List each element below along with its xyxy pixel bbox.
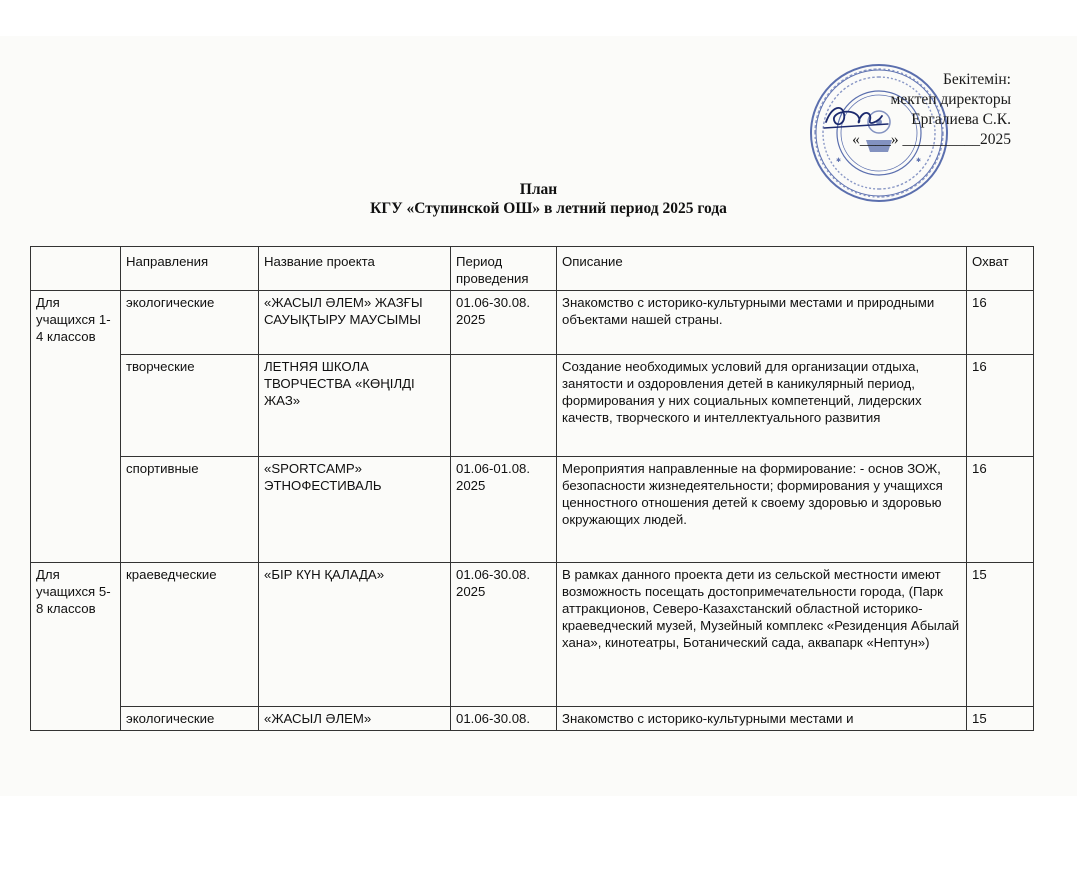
group-label: Для учащихся 1-4 классов bbox=[31, 291, 121, 563]
period-cell: 01.06-30.08. 2025 bbox=[451, 563, 557, 707]
header-coverage: Охват bbox=[967, 247, 1034, 291]
document-title bbox=[0, 180, 1077, 218]
approval-date: «____» __________2025 bbox=[852, 131, 1011, 148]
coverage-cell: 15 bbox=[967, 707, 1034, 731]
table-row bbox=[31, 291, 1034, 355]
project-cell: «ЖАСЫЛ ӘЛЕМ» ЖАЗҒЫ САУЫҚТЫРУ МАУСЫМЫ bbox=[259, 291, 451, 355]
direction-cell: экологические bbox=[121, 291, 259, 355]
approval-name: Ергалиева С.К. bbox=[911, 111, 1011, 128]
header-direction: Направления bbox=[121, 247, 259, 291]
table-row bbox=[31, 457, 1034, 563]
project-cell: «БІР КҮН ҚАЛАДА» bbox=[259, 563, 451, 707]
approval-position: мектеп директоры bbox=[890, 91, 1011, 108]
coverage-cell: 16 bbox=[967, 355, 1034, 457]
plan-table bbox=[30, 246, 1034, 731]
title-line-2: КГУ «Ступинской ОШ» в летний период 2025 года bbox=[370, 200, 727, 217]
direction-cell: экологические bbox=[121, 707, 259, 731]
direction-cell: творческие bbox=[121, 355, 259, 457]
header-description: Описание bbox=[557, 247, 967, 291]
direction-cell: краеведческие bbox=[121, 563, 259, 707]
period-cell: 01.06-01.08. 2025 bbox=[451, 457, 557, 563]
table-row bbox=[31, 563, 1034, 707]
header-project: Название проекта bbox=[259, 247, 451, 291]
coverage-cell: 15 bbox=[967, 563, 1034, 707]
description-cell: Знакомство с историко-культурными местами и bbox=[557, 707, 967, 731]
table-header-row bbox=[31, 247, 1034, 291]
group-label: Для учащихся 5-8 классов bbox=[31, 563, 121, 731]
approval-block bbox=[852, 70, 1011, 150]
header-group bbox=[31, 247, 121, 291]
period-cell: 01.06-30.08. bbox=[451, 707, 557, 731]
project-cell: «ЖАСЫЛ ӘЛЕМ» bbox=[259, 707, 451, 731]
svg-text:✱: ✱ bbox=[916, 157, 922, 164]
title-line-1: План bbox=[519, 181, 558, 198]
direction-cell: спортивные bbox=[121, 457, 259, 563]
coverage-cell: 16 bbox=[967, 457, 1034, 563]
description-cell: Создание необходимых условий для организации отдыха, занятости и оздоровления детей в каникулярный период, формирования у них социальных компетенций, лидерских качеств, творческого и интеллектуального развития bbox=[557, 355, 967, 457]
header-period: Период проведения bbox=[451, 247, 557, 291]
svg-text:✱: ✱ bbox=[836, 157, 842, 164]
project-cell: ЛЕТНЯЯ ШКОЛА ТВОРЧЕСТВА «КӨҢІЛДІ ЖАЗ» bbox=[259, 355, 451, 457]
table-row bbox=[31, 707, 1034, 731]
coverage-cell: 16 bbox=[967, 291, 1034, 355]
project-cell: «SPORTCAMP» ЭТНОФЕСТИВАЛЬ bbox=[259, 457, 451, 563]
period-cell: 01.06-30.08. 2025 bbox=[451, 291, 557, 355]
description-cell: Мероприятия направленные на формирование: - основ ЗОЖ, безопасности жизнедеятельности; формирования у учащихся ценностного отношения детей к своему здоровью и здоровью окружающих людей. bbox=[557, 457, 967, 563]
table-row bbox=[31, 355, 1034, 457]
description-cell: Знакомство с историко-культурными местами и природными объектами нашей страны. bbox=[557, 291, 967, 355]
description-cell: В рамках данного проекта дети из сельской местности имеют возможность посещать достопримечательности города, (Парк аттракционов, Северо-Казахстанский областной историко-краеведческий музей, Музейный комплекс «Резиденция Абылай хана», кинотеатры, Ботанический сада, аквапарк «Нептун») bbox=[557, 563, 967, 707]
period-cell bbox=[451, 355, 557, 457]
approval-heading: Бекітемін: bbox=[943, 71, 1011, 88]
